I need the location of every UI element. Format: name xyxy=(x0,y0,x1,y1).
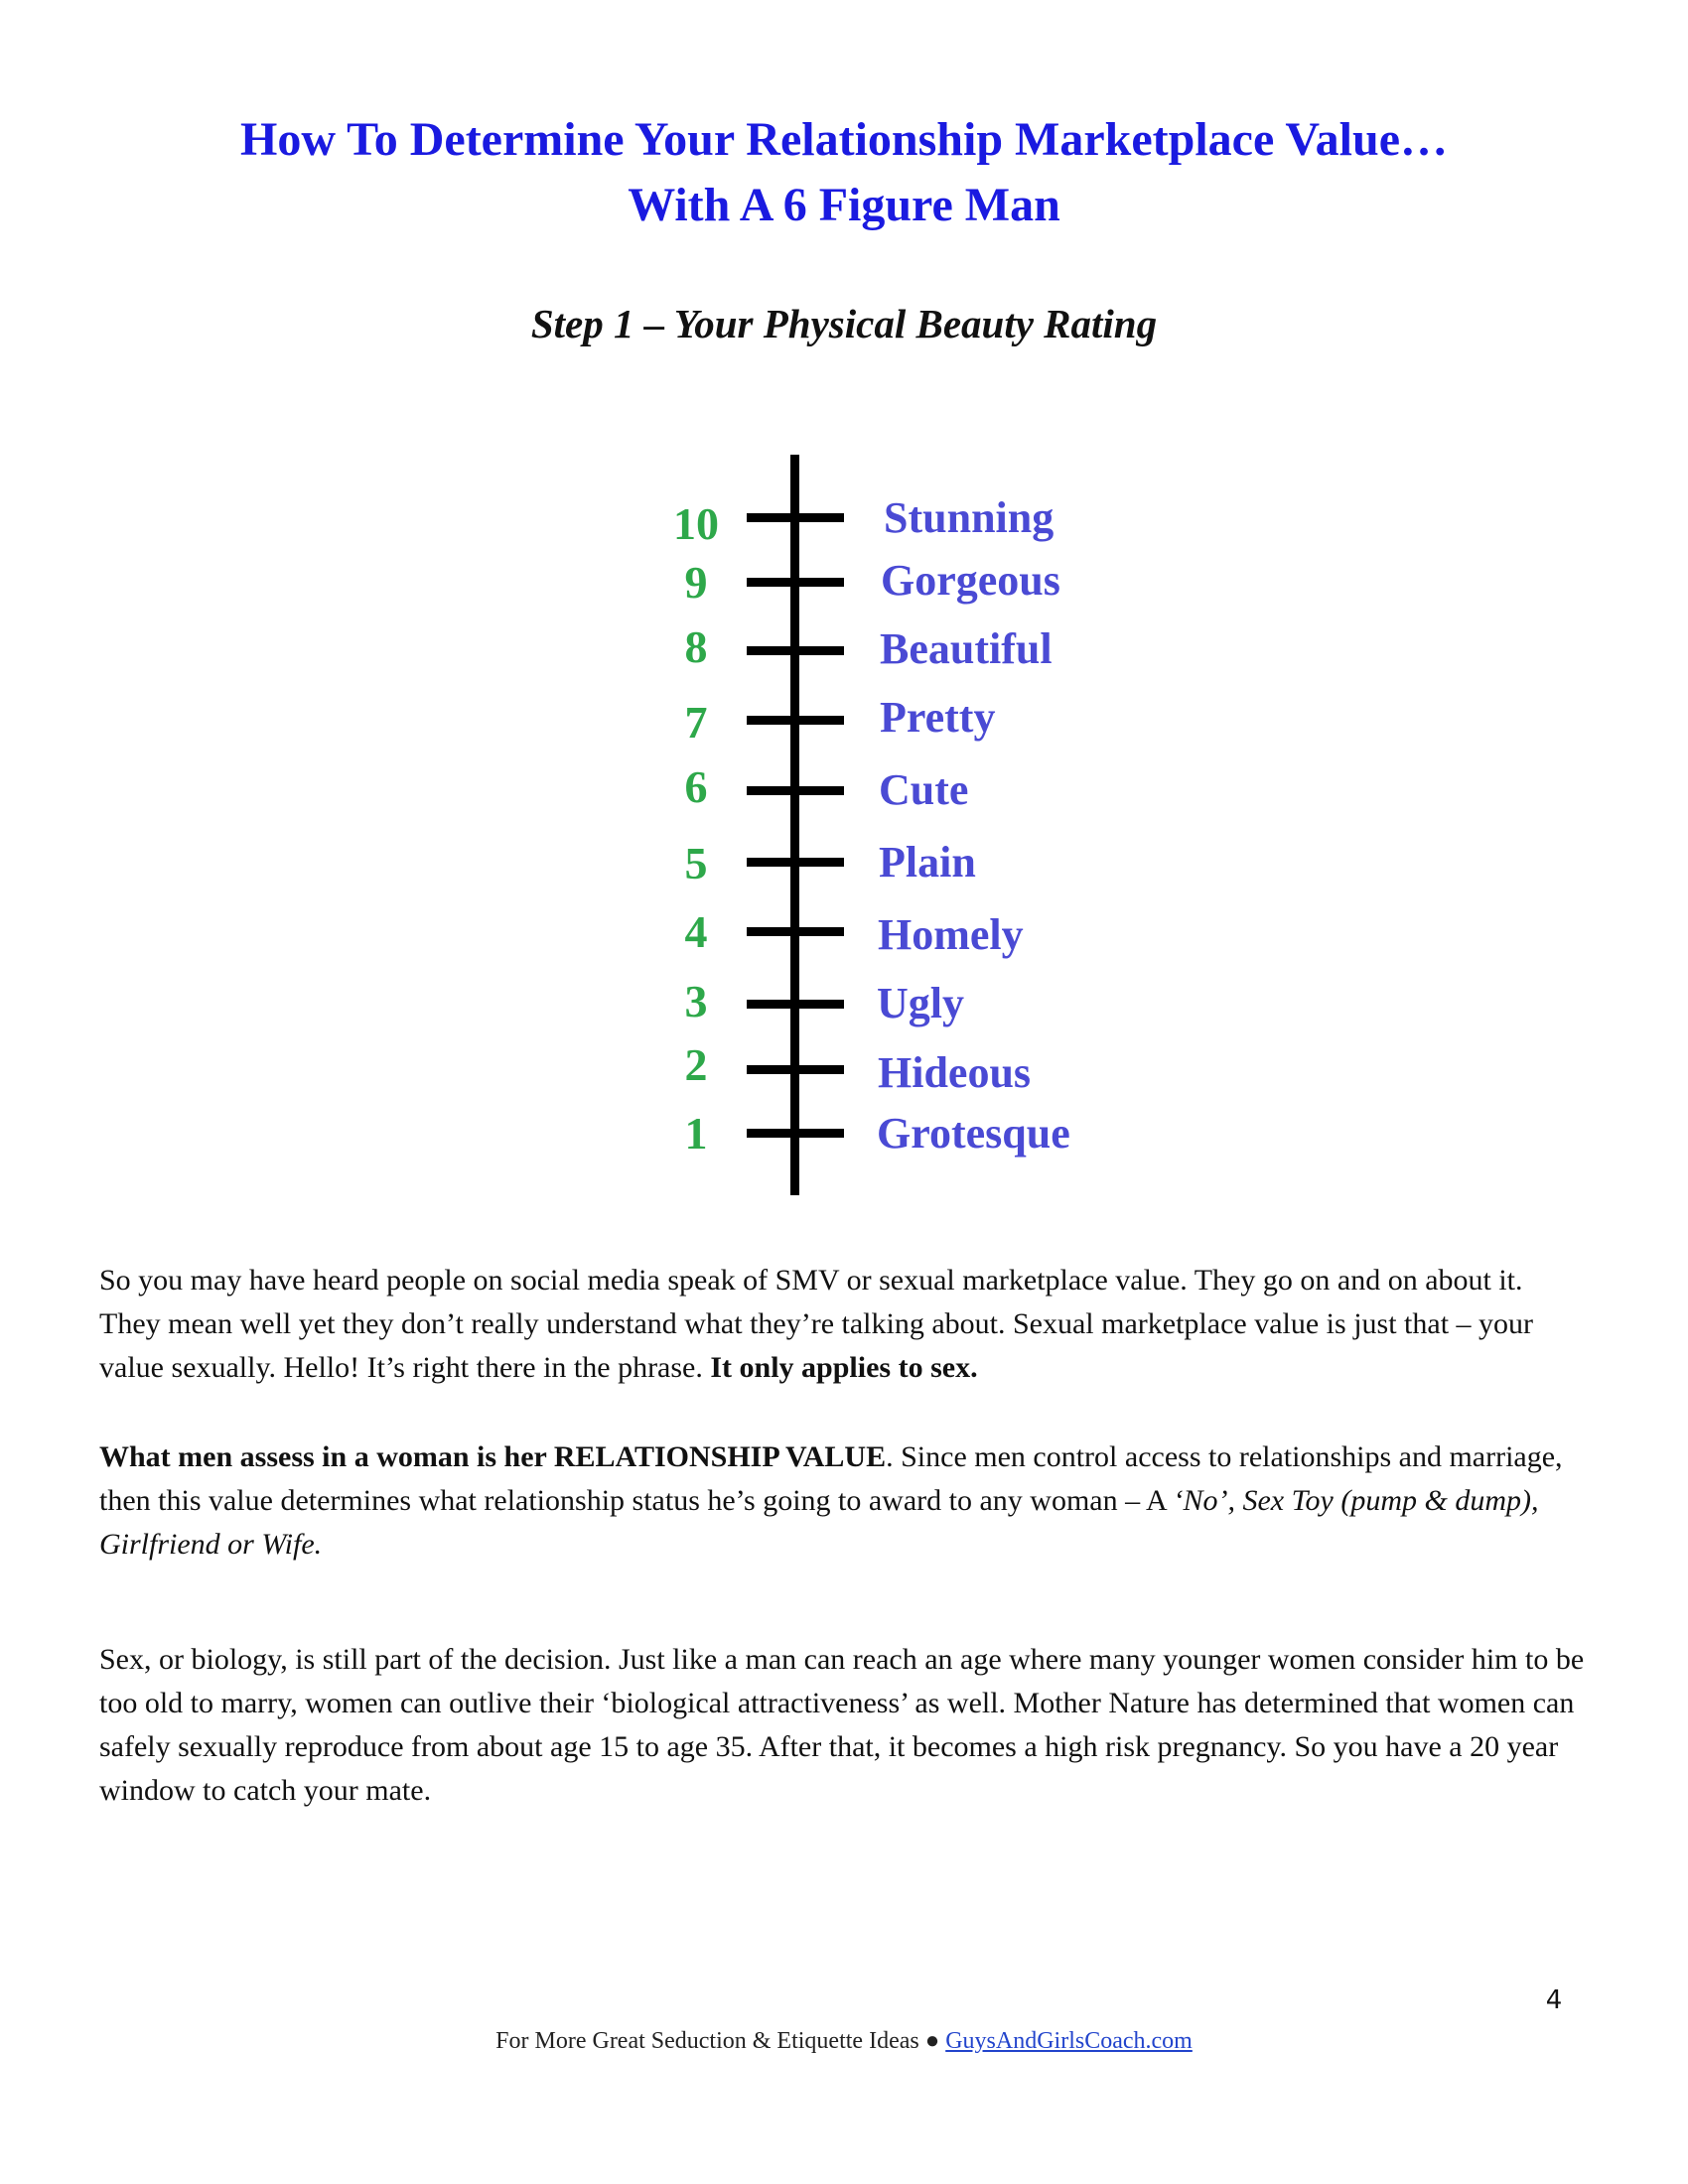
scale-tick xyxy=(747,578,844,587)
scale-label: Beautiful xyxy=(880,624,1053,673)
scale-tick xyxy=(747,716,844,725)
scale-label: Stunning xyxy=(884,493,1055,542)
paragraph-smv xyxy=(99,1259,1589,1390)
scale-number: 5 xyxy=(684,838,708,888)
scale-tick xyxy=(747,513,844,522)
scale-number: 4 xyxy=(684,906,708,957)
scale-number: 2 xyxy=(684,1039,708,1090)
paragraph-biology-text: Sex, or biology, is still part of the decision. Just like a man can reach an age where many younger women consider him to be too old to marry, women can outlive their ‘biological attractiveness’ as well. Mother Nature has determined that women can safely sexually reproduce from about age 15 to age 35. After that, it becomes a high risk pregnancy. So you have a 20 year window to catch your mate. xyxy=(99,1643,1585,1807)
scale-number: 1 xyxy=(684,1108,708,1159)
paragraph-relationship-value xyxy=(99,1435,1589,1567)
paragraph-relationship-emphasis: What men assess in a woman is her RELATIONSHIP VALUE xyxy=(99,1440,887,1473)
paragraph-relationship-text: . Since men control access to relationships and marriage, then this value determines what relationship status he’s going to award to any woman – A xyxy=(99,1440,1563,1517)
scale-tick xyxy=(747,1065,844,1074)
paragraph-smv-text: So you may have heard people on social media speak of SMV or sexual marketplace value. They go on and on about it. They mean well yet they don’t really understand what they’re talking about. Sexual marketplace value is just that – your value sexually. Hello! It’s right there in the phrase. xyxy=(99,1264,1534,1384)
scale-number: 3 xyxy=(684,976,708,1026)
page-number: 4 xyxy=(1545,1985,1563,2015)
scale-label: Hideous xyxy=(878,1048,1032,1097)
scale-tick xyxy=(747,646,844,655)
scale-label: Gorgeous xyxy=(881,556,1060,605)
scale-axis xyxy=(790,455,799,1195)
scale-label: Grotesque xyxy=(877,1109,1070,1158)
scale-tick xyxy=(747,786,844,795)
scale-number: 10 xyxy=(673,498,719,549)
scale-label: Homely xyxy=(878,910,1024,959)
scale-number: 7 xyxy=(684,697,708,748)
footer-text: For More Great Seduction & Etiquette Ideas ● xyxy=(495,2028,946,2054)
scale-number: 8 xyxy=(684,621,708,672)
paragraph-smv-emphasis: It only applies to sex. xyxy=(710,1351,978,1384)
scale-number: 9 xyxy=(684,557,708,608)
paragraph-relationship-statuses: ‘No’, Sex Toy (pump & dump), Girlfriend or Wife. xyxy=(99,1484,1539,1561)
title-line-2: With A 6 Figure Man xyxy=(628,179,1060,231)
step-heading: Step 1 – Your Physical Beauty Rating xyxy=(530,301,1158,346)
footer xyxy=(0,2028,1688,2055)
scale-tick xyxy=(747,1000,844,1009)
scale-tick xyxy=(747,858,844,867)
title-line-1: How To Determine Your Relationship Marketplace Value… xyxy=(239,113,1448,166)
scale-tick xyxy=(747,927,844,936)
scale-label: Pretty xyxy=(880,693,996,742)
scale-label: Ugly xyxy=(877,979,964,1027)
scale-tick xyxy=(747,1129,844,1138)
scale-number: 6 xyxy=(684,761,708,812)
paragraph-biology xyxy=(99,1638,1589,1813)
scale-label: Plain xyxy=(879,838,976,887)
footer-link[interactable]: GuysAndGirlsCoach.com xyxy=(945,2028,1193,2054)
scale-label: Cute xyxy=(879,765,969,814)
